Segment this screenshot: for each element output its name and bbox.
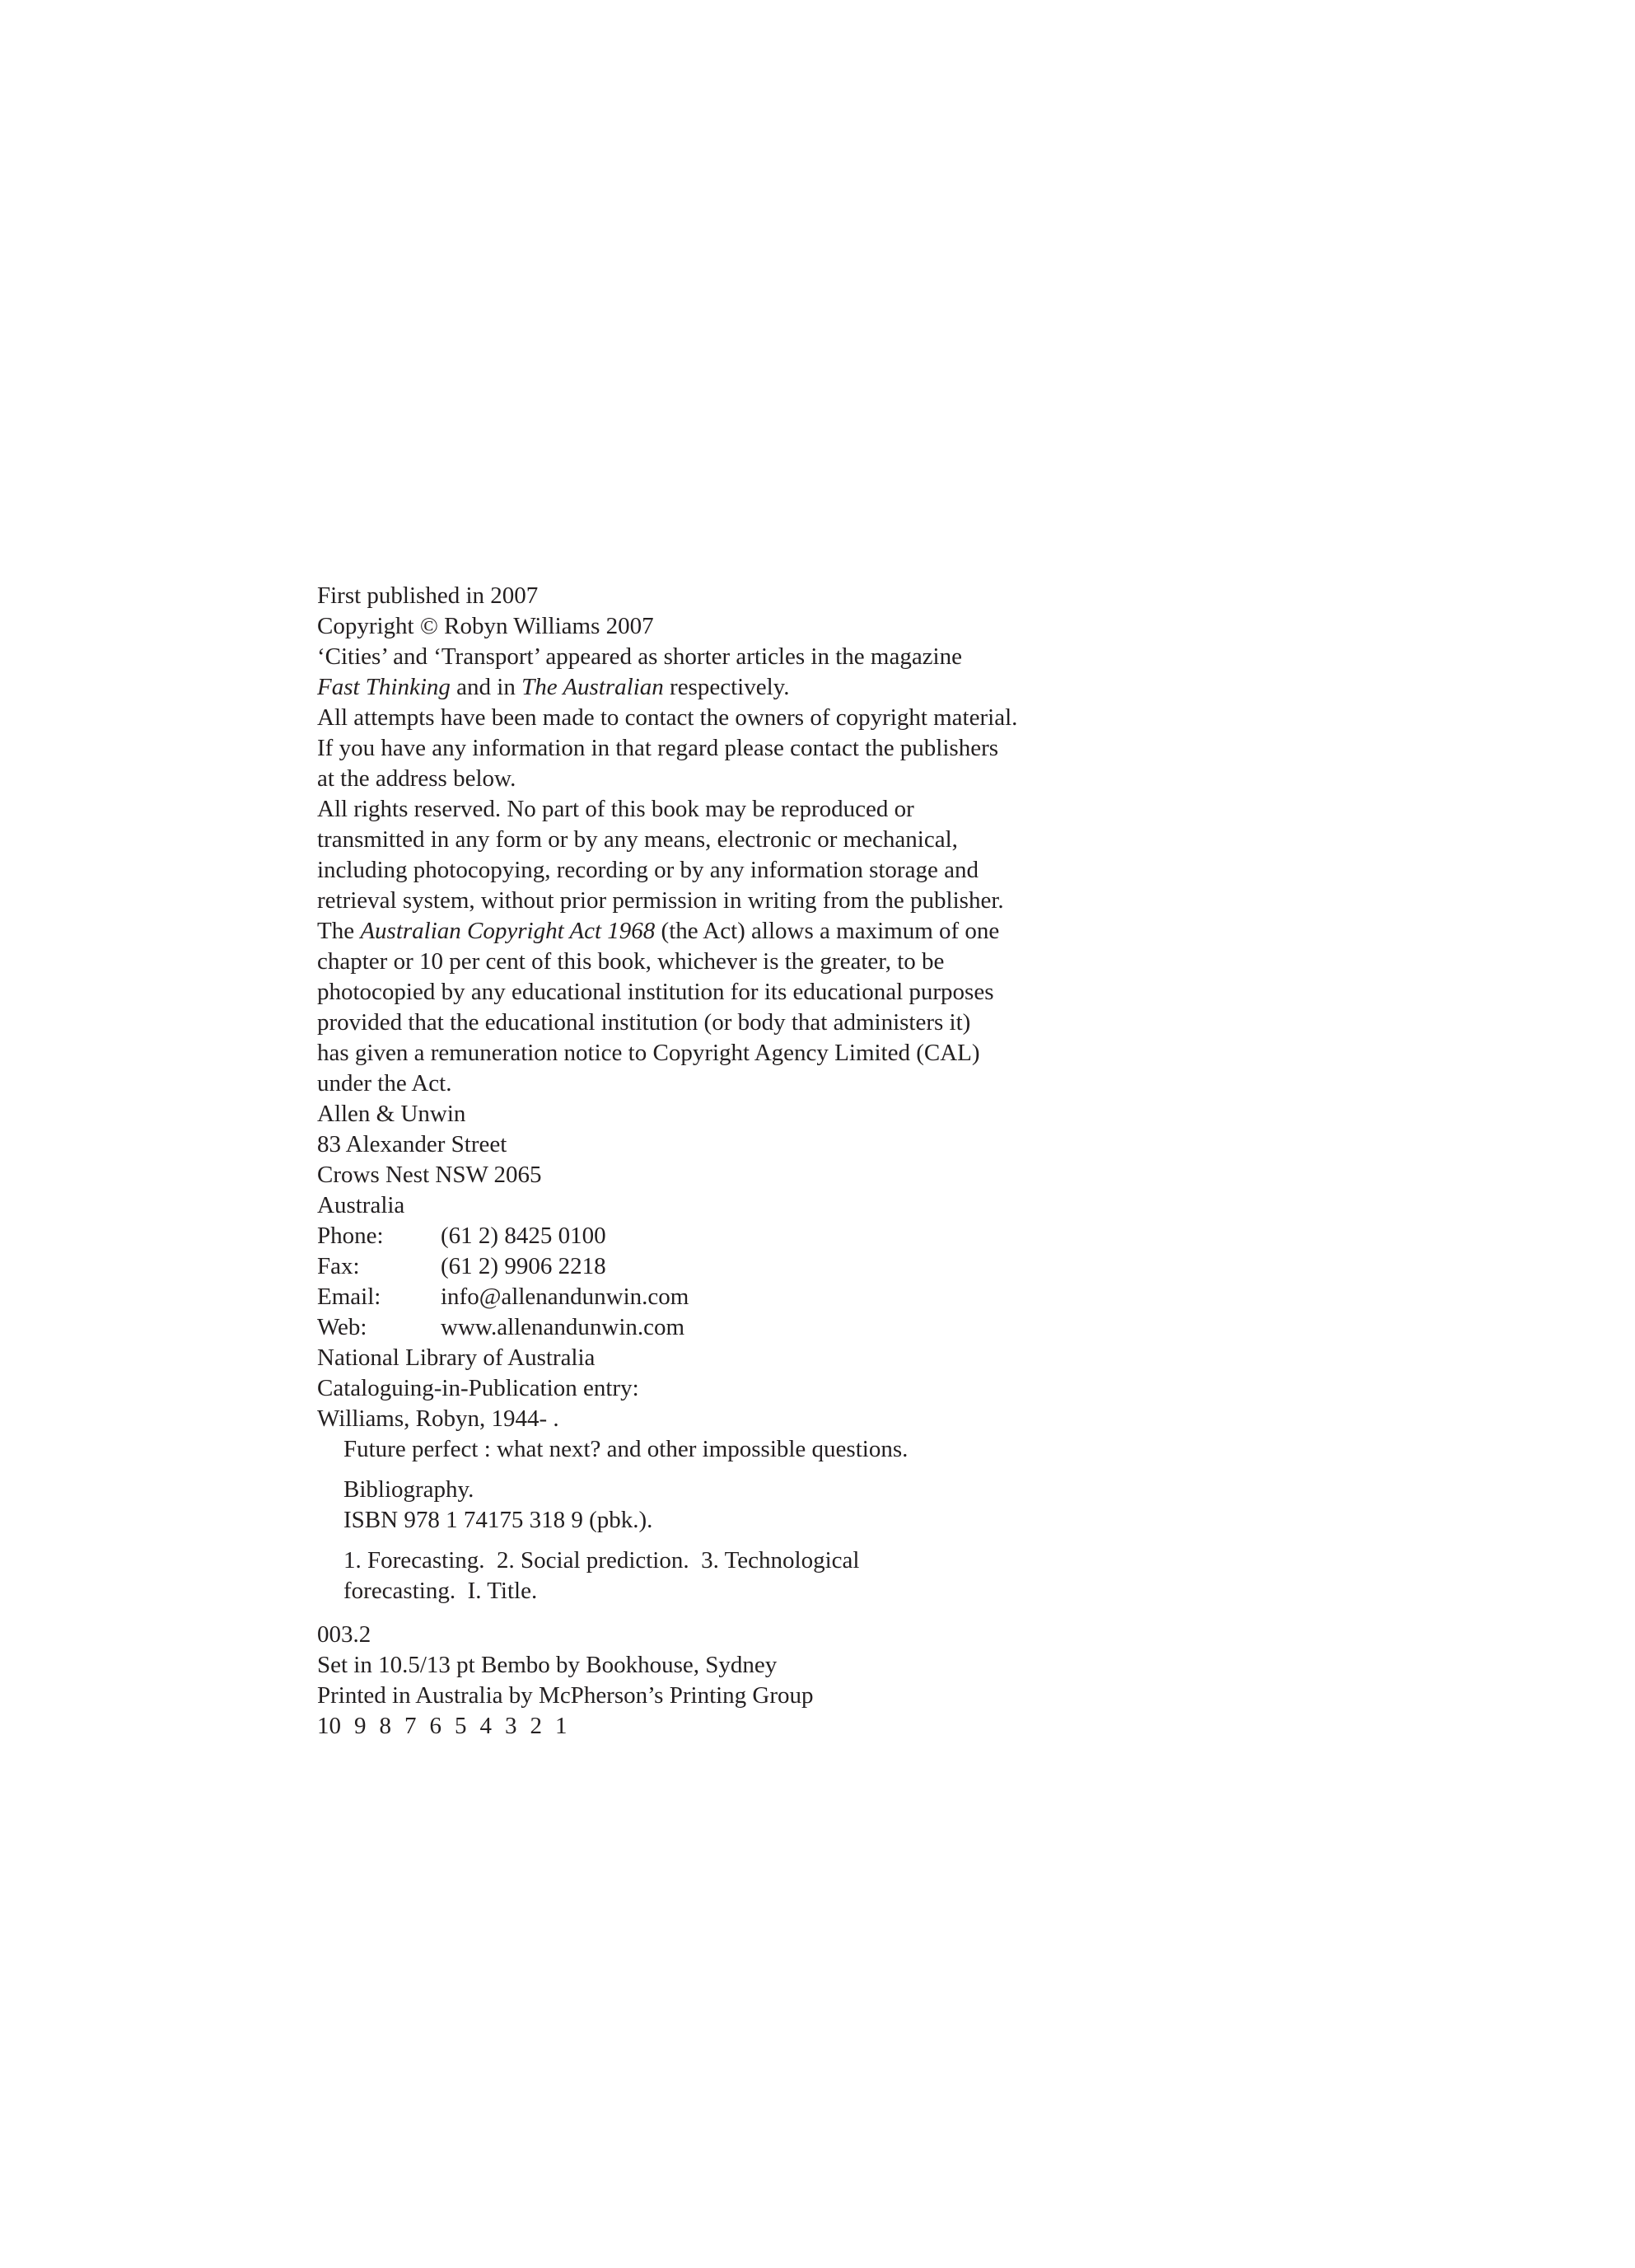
contact-phone-label: Phone: xyxy=(317,1223,384,1249)
copyright-text: Copyright © Robyn Williams 2007 xyxy=(317,613,654,639)
publisher-country: Australia xyxy=(317,1192,405,1218)
contact-phone xyxy=(317,1221,1207,1251)
attempts-line-3: at the address below. xyxy=(317,765,516,792)
publisher-name: Allen & Unwin xyxy=(317,1101,466,1127)
rights-line-6: chapter or 10 per cent of this book, whichever is the greater, to be xyxy=(317,948,945,975)
contact-web-label: Web: xyxy=(317,1314,367,1340)
print-number: 6 xyxy=(429,1713,441,1739)
contact-fax-label: Fax: xyxy=(317,1253,360,1279)
cip-subjects-line-1: 1. Forecasting. 2. Social prediction. 3. Technological xyxy=(343,1547,860,1574)
print-number: 1 xyxy=(555,1713,568,1739)
typeset-line: Set in 10.5/13 pt Bembo by Bookhouse, Sydney xyxy=(317,1652,778,1678)
copyright-notice xyxy=(317,611,1207,642)
rights-line-3: including photocopying, recording or by any information storage and xyxy=(317,857,979,883)
attempts-note xyxy=(317,703,1207,794)
copyright-page xyxy=(317,581,1207,1742)
cip-heading-line-2: Cataloguing-in-Publication entry: xyxy=(317,1375,639,1401)
dewey-text: 003.2 xyxy=(317,1621,371,1648)
contact-web-value: www.allenandunwin.com xyxy=(441,1314,685,1340)
respectively-text: respectively. xyxy=(663,674,790,700)
cip-title: Future perfect : what next? and other impossible questions. xyxy=(343,1436,909,1462)
act-prefix: The xyxy=(317,918,361,944)
rights-line-8: provided that the educational institution (or body that administers it) xyxy=(317,1009,971,1036)
cip-heading-line-1: National Library of Australia xyxy=(317,1344,596,1371)
and-in-text: and in xyxy=(450,674,522,700)
printed-line: Printed in Australia by McPherson’s Printing Group xyxy=(317,1682,814,1709)
publisher-suburb: Crows Nest NSW 2065 xyxy=(317,1162,542,1188)
rights-line-2: transmitted in any form or by any means, electronic or mechanical, xyxy=(317,826,958,853)
dewey-number xyxy=(317,1620,1207,1650)
print-number: 9 xyxy=(354,1713,367,1739)
rights-line-4: retrieval system, without prior permission in writing from the publisher. xyxy=(317,887,1004,914)
contact-fax xyxy=(317,1251,1207,1282)
print-number: 8 xyxy=(379,1713,391,1739)
rights-line-7: photocopied by any educational institution for its educational purposes xyxy=(317,979,994,1005)
cip-entry xyxy=(317,1404,1207,1606)
publisher-street: 83 Alexander Street xyxy=(317,1131,507,1157)
print-number: 4 xyxy=(479,1713,492,1739)
print-number: 3 xyxy=(505,1713,517,1739)
contact-email-label: Email: xyxy=(317,1284,381,1310)
rights-line-1: All rights reserved. No part of this book may be reproduced or xyxy=(317,796,914,822)
contact-email xyxy=(317,1282,1207,1312)
cip-bibliography: Bibliography. xyxy=(343,1476,474,1503)
print-number: 10 xyxy=(317,1713,341,1739)
newspaper-title: The Australian xyxy=(521,674,664,700)
publisher-address xyxy=(317,1099,1207,1343)
attempts-line-2: If you have any information in that regard please contact the publishers xyxy=(317,735,999,761)
act-title: Australian Copyright Act 1968 xyxy=(360,918,656,944)
rights-line-10: under the Act. xyxy=(317,1070,452,1097)
contact-email-value: info@allenandunwin.com xyxy=(441,1284,689,1310)
cip-isbn: ISBN 978 1 74175 318 9 (pbk.). xyxy=(343,1507,653,1533)
attempts-line-1: All attempts have been made to contact the owners of copyright material. xyxy=(317,704,1018,731)
rights-line-5 xyxy=(317,916,1207,947)
cip-spacer-1 xyxy=(317,1465,1207,1475)
articles-note xyxy=(317,642,1207,703)
articles-line-2 xyxy=(317,672,1207,703)
act-suffix: (the Act) allows a maximum of one xyxy=(655,918,1000,944)
cip-subjects-line-2: forecasting. I. Title. xyxy=(343,1578,538,1604)
contact-web xyxy=(317,1312,1207,1343)
rights-reserved xyxy=(317,794,1207,1099)
cip-spacer-2 xyxy=(317,1536,1207,1546)
print-number: 5 xyxy=(455,1713,467,1739)
articles-line-1: ‘Cities’ and ‘Transport’ appeared as shorter articles in the magazine xyxy=(317,643,962,670)
production-note xyxy=(317,1650,1207,1711)
print-number: 7 xyxy=(404,1713,417,1739)
first-published xyxy=(317,581,1207,611)
first-published-text: First published in 2007 xyxy=(317,582,539,609)
magazine-title: Fast Thinking xyxy=(317,674,451,700)
cip-author: Williams, Robyn, 1944- . xyxy=(317,1405,559,1432)
print-line xyxy=(317,1711,1207,1742)
contact-phone-value: (61 2) 8425 0100 xyxy=(441,1223,606,1249)
contact-fax-value: (61 2) 9906 2218 xyxy=(441,1253,606,1279)
rights-line-9: has given a remuneration notice to Copyright Agency Limited (CAL) xyxy=(317,1040,980,1066)
print-number: 2 xyxy=(530,1713,542,1739)
cip-heading xyxy=(317,1343,1207,1404)
